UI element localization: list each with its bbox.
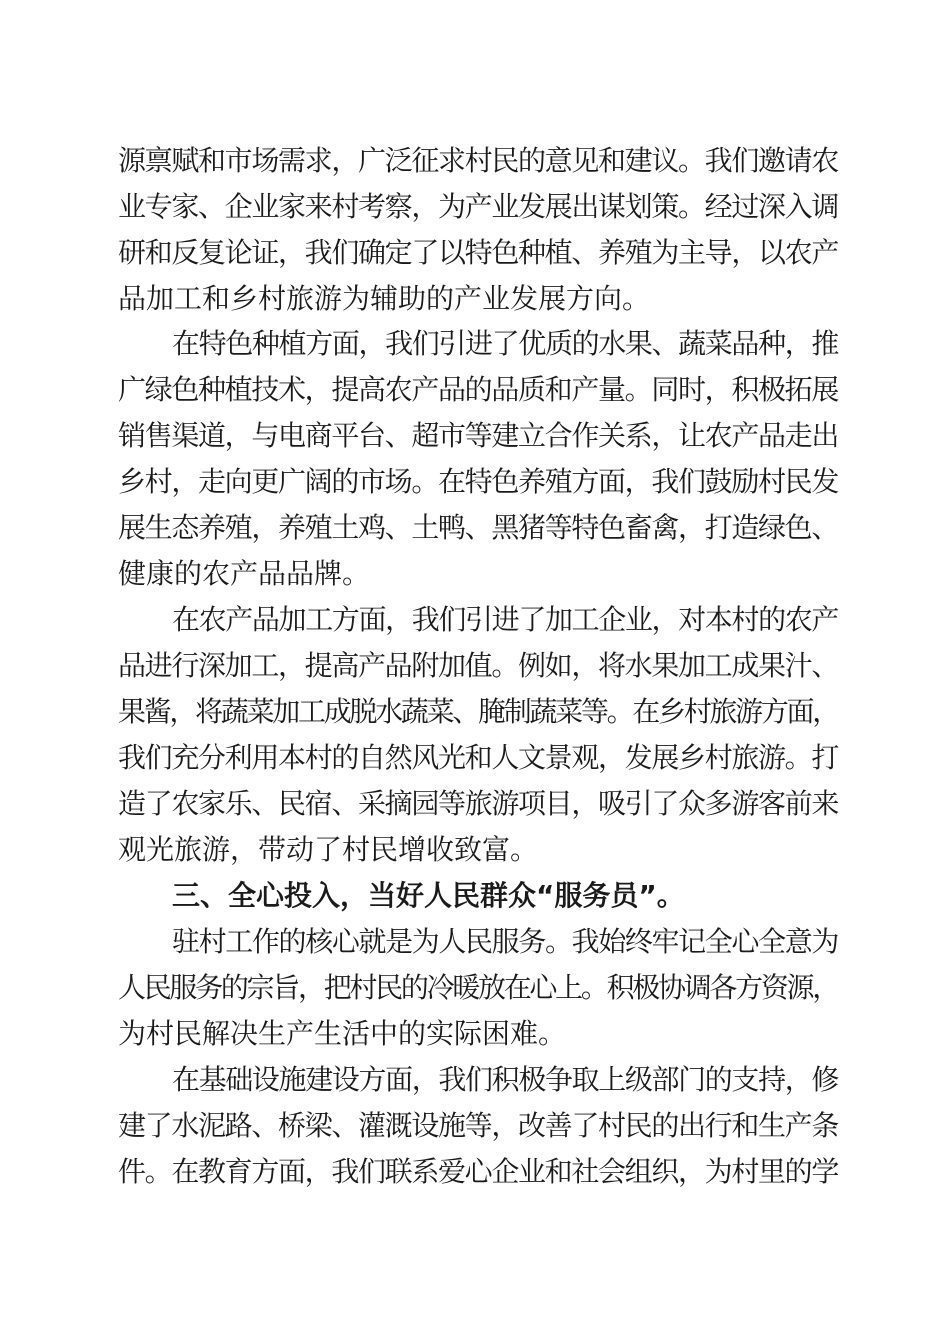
text-line	[0, 367, 950, 413]
text-line	[0, 138, 950, 184]
text-line	[0, 321, 950, 367]
line-text: 为村民解决生产生活中的实际困难。	[118, 1017, 567, 1050]
line-text: 健康的农产品品牌。	[118, 557, 371, 590]
line-text: 我们充分利用本村的自然风光和人文景观，发展乡村旅游。打	[118, 741, 838, 774]
text-line	[0, 827, 950, 873]
line-text: 展生态养殖，养殖土鸡、土鸭、黑猪等特色畜禽，打造绿色、	[118, 511, 838, 544]
text-line	[0, 965, 950, 1011]
text-line	[0, 781, 950, 827]
text-line	[0, 735, 950, 781]
line-text: 品进行深加工，提高产品附加值。例如，将水果加工成果汁、	[118, 649, 838, 682]
line-text: 建了水泥路、桥梁、灌溉设施等，改善了村民的出行和生产条	[118, 1109, 838, 1142]
line-text: 件。在教育方面，我们联系爱心企业和社会组织，为村里的学	[118, 1155, 838, 1188]
text-line	[0, 1011, 950, 1057]
line-text: 在基础设施建设方面，我们积极争取上级部门的支持，修	[172, 1063, 838, 1096]
text-line	[0, 551, 950, 597]
text-line	[0, 643, 950, 689]
section-heading	[0, 873, 950, 919]
line-text: 在特色种植方面，我们引进了优质的水果、蔬菜品种，推	[172, 327, 838, 360]
text-line	[0, 230, 950, 276]
line-text: 在农产品加工方面，我们引进了加工企业，对本村的农产	[172, 603, 838, 636]
line-text: 乡村，走向更广阔的市场。在特色养殖方面，我们鼓励村民发	[118, 465, 838, 498]
line-text: 人民服务的宗旨，把村民的冷暖放在心上。积极协调各方资源，	[118, 971, 838, 1004]
line-text: 果酱，将蔬菜加工成脱水蔬菜、腌制蔬菜等。在乡村旅游方面，	[118, 695, 838, 728]
text-line	[0, 689, 950, 735]
text-line	[0, 276, 950, 322]
line-text: 销售渠道，与电商平台、超市等建立合作关系，让农产品走出	[118, 419, 838, 452]
text-line	[0, 413, 950, 459]
text-line	[0, 505, 950, 551]
line-text: 源禀赋和市场需求，广泛征求村民的意见和建议。我们邀请农	[118, 144, 838, 177]
line-text: 造了农家乐、民宿、采摘园等旅游项目，吸引了众多游客前来	[118, 787, 838, 820]
line-text: 观光旅游，带动了村民增收致富。	[118, 833, 539, 866]
text-line	[0, 1103, 950, 1149]
text-line	[0, 184, 950, 230]
text-line	[0, 1057, 950, 1103]
text-line	[0, 459, 950, 505]
text-line	[0, 919, 950, 965]
line-text: 研和反复论证，我们确定了以特色种植、养殖为主导，以农产	[118, 236, 838, 269]
line-text: 业专家、企业家来村考察，为产业发展出谋划策。经过深入调	[118, 190, 838, 223]
line-text: 驻村工作的核心就是为人民服务。我始终牢记全心全意为	[172, 925, 838, 958]
text-line	[0, 597, 950, 643]
text-line	[0, 1149, 950, 1195]
line-text: 品加工和乡村旅游为辅助的产业发展方向。	[118, 282, 651, 315]
heading-text: 三、全心投入，当好人民群众“服务员”。	[172, 879, 685, 912]
line-text: 广绿色种植技术，提高农产品的品质和产量。同时，积极拓展	[118, 373, 838, 406]
